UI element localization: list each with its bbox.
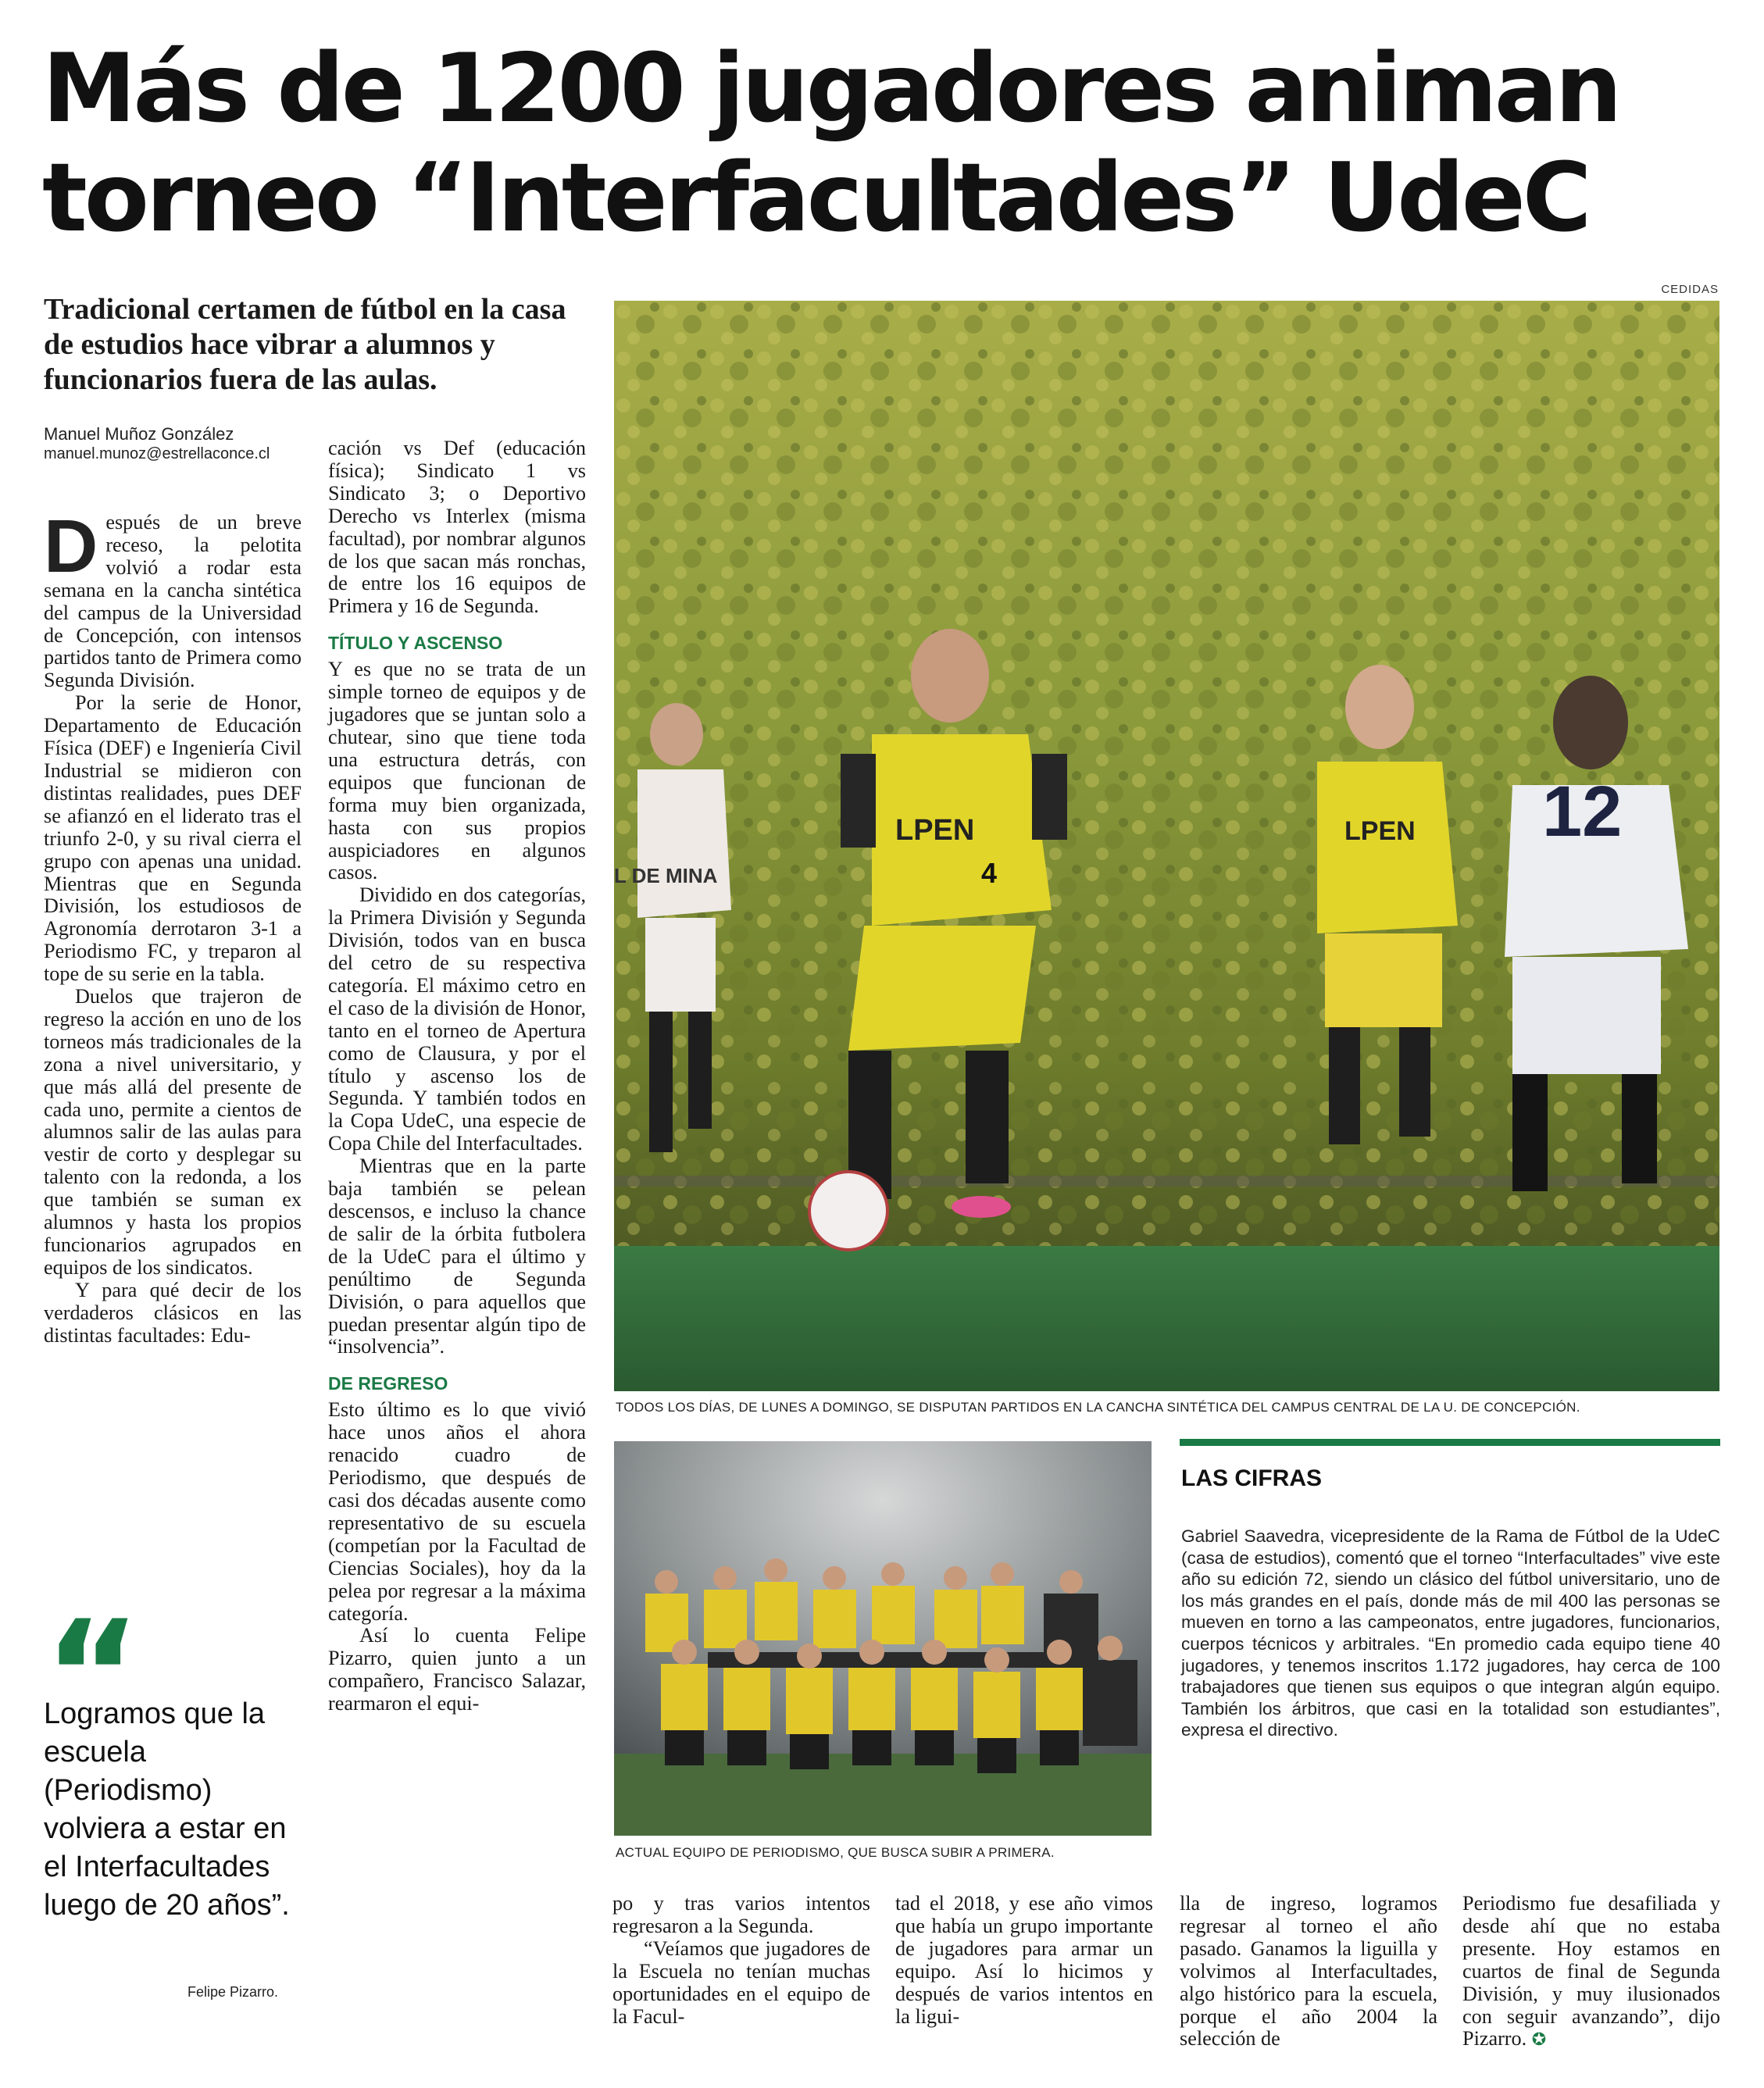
paragraph: tad el 2018, y ese año vimos que había un grupo importante de jugadores para armar un equipo. Así lo hicimos y después de varios intentos en la ligui- bbox=[895, 1892, 1153, 2028]
paragraph: cación vs Def (educación física); Sindicato 1 vs Sindicato 3; o Deportivo Derecho vs Interlex (misma facultad), por nombrar algunos de los que sacan más ronchas, de entre los 16 equipos de Primera y 16 de Segunda. bbox=[328, 437, 586, 618]
body-column-3 bbox=[612, 1893, 870, 2028]
paragraph: “Veíamos que jugadores de la Escuela no tenían muchas oportunidades en el equipo de la Facul- bbox=[612, 1936, 870, 2028]
white-shirt-text: L DE MINA bbox=[614, 864, 718, 887]
main-photo-caption: TODOS LOS DÍAS, DE LUNES A DOMINGO, SE DISPUTAN PARTIDOS EN LA CANCHA SINTÉTICA DEL CAMPUS CENTRAL DE LA U. DE CONCEPCIÓN. bbox=[616, 1400, 1580, 1415]
paragraph: lla de ingreso, logramos regresar al torneo el año pasado. Ganamos la liguilla y volvimos al Interfacultades, algo histórico para la escuela, porque el año 2004 la selección de bbox=[1180, 1892, 1437, 2051]
drop-cap: D bbox=[44, 505, 98, 588]
quote-mark-icon bbox=[44, 1601, 153, 1687]
team-photo-illustration bbox=[614, 1441, 1152, 1836]
quote-attribution: Felipe Pizarro. bbox=[187, 1984, 279, 2000]
paragraph: Dividido en dos categorías, la Primera División y Segunda División, todos van en busca del cetro de su respectiva categoría. El máximo cetro en el caso de la división de Honor, tanto en el torneo de Apertura como de Clausura, y por el título y ascenso los de Segunda. Y también todos en la Copa UdeC, una especie de Copa Chile del Interfacultades. bbox=[328, 883, 586, 1155]
paragraph: Mientras que en la parte baja también se pelean descensos, e incluso la chance de salir de la órbita futbolera de la UdeC para el último y penúltimo de Segunda División, o para aquellos que puedan presentar algún tipo de “insolvencia”. bbox=[328, 1155, 586, 1358]
end-mark-icon: ✪ bbox=[1531, 2030, 1547, 2051]
body-column-4 bbox=[895, 1893, 1153, 2028]
paragraph: Y para qué decir de los verdaderos clásicos en las distintas facultades: Edu- bbox=[44, 1278, 302, 1347]
section-subtitle: TÍTULO Y ASCENSO bbox=[328, 633, 503, 654]
box-title: LAS CIFRAS bbox=[1181, 1465, 1322, 1491]
paragraph: po y tras varios intentos regresaron a la Segunda. bbox=[612, 1892, 870, 1937]
paragraph: Duelos que trajeron de regreso la acción en uno de los torneos más tradicionales de la zona a nivel universitario, y que más allá del presente de cada uno, permite a cientos de alumnos salir de las aulas para vestir de corto y desplegar su talento con la redonda, a los que también se suman ex alumnos y hasta los propios funcionarios agrupados en equipos de los sindicatos. bbox=[44, 985, 302, 1279]
body-column-5 bbox=[1180, 1893, 1437, 2051]
paragraph: Esto último es lo que vivió hace unos años el ahora renacido cuadro de Periodismo, que después de casi dos décadas ausente como representativo de su escuela (competían por la Facultad de Ciencias Sociales), hoy da la pelea por regresar a la máxima categoría. bbox=[328, 1398, 586, 1625]
jersey-number-white: 12 bbox=[1542, 772, 1623, 851]
match-photo-illustration bbox=[614, 301, 1719, 1391]
main-match-photo bbox=[614, 301, 1719, 1391]
author-name: Manuel Muñoz González bbox=[44, 424, 234, 444]
paragraph-text: espués de un breve receso, la pelotita volvió a rodar esta semana en la cancha sintética del campus de la Universidad de Concepción, con intensos partidos tanto de Primera como Segunda División. bbox=[44, 511, 302, 692]
box-top-rule bbox=[1180, 1439, 1720, 1446]
section-subtitle: DE REGRESO bbox=[328, 1373, 448, 1394]
headline: Más de 1200 jugadores animan torneo “Interfacultades” UdeC bbox=[42, 34, 1619, 253]
paragraph: Y es que no se trata de un simple torneo de equipos y de jugadores que se juntan solo a chutear, sino que tiene toda una estructura detrás, con equipos que funcionan de forma muy bien organizada, hasta con sus propios auspiciadores en algunos casos. bbox=[328, 658, 586, 884]
subhead: Tradicional certamen de fútbol en la casa de estudios hace vibrar a alumnos y funcionarios fuera de las aulas. bbox=[44, 293, 566, 396]
paragraph: Por la serie de Honor, Departamento de Educación Física (DEF) e Ingeniería Civil Industrial se midieron con distintas realidades, pues DEF se afianzó en el liderato tras el triunfo 2-0, y su rival cierra el grupo con apenas una unidad. Mientras que en Segunda División, los estudiosos de Agronomía derrotaron 3-1 a Periodismo FC, y treparon al tope de su serie en la tabla. bbox=[44, 691, 302, 986]
team-photo bbox=[614, 1441, 1152, 1836]
body-column-2 bbox=[328, 437, 586, 1715]
box-text: Gabriel Saavedra, vicepresidente de la Rama de Fútbol de la UdeC (casa de estudios), comentó que el torneo “Interfacultades” vive este año su edición 72, siendo un clásico del fútbol universitario, uno de los más grandes en el país, donde más de mil 400 las personas se mueven en torno a las campeonatos, entre jugadores, funcionarios, cuerpos técnicos y arbitrales. “En promedio cada equipo tiene 40 jugadores, y tenemos inscritos 1.172 jugadores, hay cerca de 100 trabajadores que tienen sus equipos o que integran algún equipo. También los árbitros, que casi en la totalidad son estudiantes”, expresa el directivo. bbox=[1181, 1526, 1720, 1740]
author-email[interactable]: manuel.munoz@estrellaconce.cl bbox=[44, 445, 270, 462]
jersey-number-yellow: 4 bbox=[981, 857, 998, 889]
paragraph: Así lo cuenta Felipe Pizarro, quien junto a un compañero, Francisco Salazar, rearmaron el equi- bbox=[328, 1624, 586, 1715]
jersey-sponsor: LPEN bbox=[895, 814, 975, 847]
photo-credit: CEDIDAS bbox=[1661, 283, 1719, 296]
paragraph-text: Periodismo fue desafiliada y desde ahí que no estaba presente. Hoy estamos en cuartos de final de Segunda División, y muy ilusionados con seguir avanzando”, dijo Pizarro. bbox=[1462, 1892, 1720, 2051]
paragraph bbox=[44, 505, 302, 692]
paragraph bbox=[1462, 1893, 1720, 2052]
body-column-1 bbox=[44, 505, 302, 1347]
pull-quote: Logramos que la escuela (Periodismo) volviera a estar en el Interfacultades luego de 20 años”. bbox=[44, 1697, 290, 1922]
team-photo-caption: ACTUAL EQUIPO DE PERIODISMO, QUE BUSCA SUBIR A PRIMERA. bbox=[616, 1845, 1055, 1860]
body-column-6 bbox=[1462, 1893, 1720, 2052]
jersey-sponsor-right: LPEN bbox=[1344, 816, 1416, 846]
